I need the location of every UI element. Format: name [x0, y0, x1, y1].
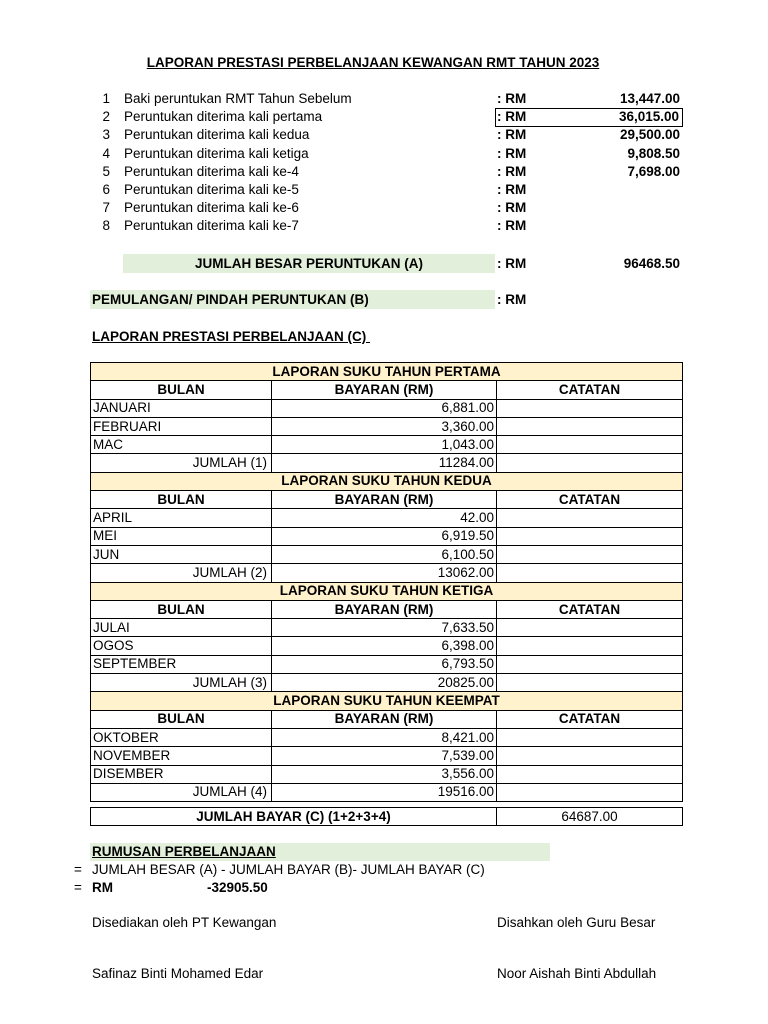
column-header-row [91, 710, 683, 728]
note-cell [497, 747, 683, 765]
quarter-total-amount: 11284.00 [272, 454, 497, 472]
total-allocation-label: JUMLAH BESAR PERUNTUKAN (A) [195, 256, 423, 271]
table-row [91, 509, 683, 527]
table-row [91, 765, 683, 783]
total-allocation-rm: : RM [497, 256, 527, 271]
allocation-rm: : RM [497, 91, 527, 106]
allocation-row [0, 218, 700, 236]
quarter-total-label: JUMLAH (2) [91, 564, 272, 582]
allocation-rm: : RM [497, 182, 527, 197]
column-header-payment: BAYARAN (RM) [272, 710, 497, 728]
column-header-note: CATATAN [497, 600, 683, 618]
column-header-month: BULAN [91, 381, 272, 399]
note-cell [497, 527, 683, 545]
note-cell [497, 509, 683, 527]
prepared-by-name: Safinaz Binti Mohamed Edar [92, 966, 264, 981]
table-row [91, 545, 683, 563]
column-header-row [91, 600, 683, 618]
note-cell [497, 399, 683, 417]
note-cell [497, 674, 683, 692]
summary-equals-2: = [74, 880, 82, 895]
month-cell: MEI [91, 527, 272, 545]
quarter-total-amount: 20825.00 [272, 674, 497, 692]
table-row [91, 527, 683, 545]
table-row [91, 436, 683, 454]
report-heading: LAPORAN PRESTASI PERBELANJAAN (C) [92, 329, 371, 344]
approved-by-name: Noor Aishah Binti Abdullah [497, 966, 657, 981]
note-cell [497, 637, 683, 655]
allocation-description: Peruntukan diterima kali ke-6 [124, 200, 299, 216]
note-cell [497, 728, 683, 746]
column-header-row [91, 381, 683, 399]
allocation-description: Peruntukan diterima kali ke-5 [124, 182, 299, 197]
month-cell: OKTOBER [91, 728, 272, 746]
note-cell [497, 783, 683, 801]
grand-total-label: JUMLAH BAYAR (C) (1+2+3+4) [91, 808, 497, 826]
quarter-total-amount: 13062.00 [272, 564, 497, 582]
table-row [91, 747, 683, 765]
column-header-month: BULAN [91, 600, 272, 618]
column-header-note: CATATAN [497, 381, 683, 399]
payment-cell: 7,633.50 [272, 619, 497, 637]
column-header-month: BULAN [91, 710, 272, 728]
month-cell: JUN [91, 545, 272, 563]
quarter-total-label: JUMLAH (4) [91, 783, 272, 801]
payment-cell: 42.00 [272, 509, 497, 527]
page-title: LAPORAN PRESTASI PERBELANJAAN KEWANGAN RMT TAHUN 2023 [146, 55, 600, 70]
allocation-description: Baki peruntukan RMT Tahun Sebelum [124, 91, 352, 106]
allocation-rm: : RM [497, 127, 527, 143]
summary-result: -32905.50 [207, 880, 268, 895]
quarter-total-row [91, 783, 683, 801]
payment-cell: 8,421.00 [272, 728, 497, 746]
month-cell: APRIL [91, 509, 272, 527]
table-row [91, 728, 683, 746]
column-header-note: CATATAN [497, 710, 683, 728]
allocation-number: 4 [102, 145, 110, 161]
quarter-total-row [91, 564, 683, 582]
payment-cell: 7,539.00 [272, 747, 497, 765]
allocation-row [0, 182, 700, 200]
quarter-title-row [91, 363, 683, 381]
table-row [91, 637, 683, 655]
note-cell [497, 564, 683, 582]
note-cell [497, 436, 683, 454]
column-header-row [91, 491, 683, 509]
allocation-row [0, 146, 700, 164]
allocation-number: 6 [102, 182, 110, 197]
month-cell: SEPTEMBER [91, 655, 272, 673]
allocation-rm: : RM [497, 145, 527, 161]
summary-rm: RM [92, 880, 113, 895]
allocation-description: Peruntukan diterima kali ketiga [124, 145, 309, 161]
approved-by-label: Disahkan oleh Guru Besar [497, 915, 656, 930]
allocation-rm: : RM [497, 200, 527, 216]
returns-label: PEMULANGAN/ PINDAH PERUNTUKAN (B) [92, 292, 369, 307]
quarter-title-row [91, 582, 683, 600]
allocation-row [0, 91, 700, 109]
month-cell: OGOS [91, 637, 272, 655]
table-row [91, 417, 683, 435]
grand-total-table [90, 807, 683, 826]
month-cell: NOVEMBER [91, 747, 272, 765]
quarter-total-label: JUMLAH (1) [91, 454, 272, 472]
quarter-title: LAPORAN SUKU TAHUN PERTAMA [91, 363, 683, 381]
allocation-number: 7 [102, 200, 110, 216]
table-row [91, 399, 683, 417]
allocation-amount: 13,447.00 [619, 91, 680, 106]
total-allocation-amount: 96468.50 [623, 256, 680, 271]
note-cell [497, 765, 683, 783]
column-header-note: CATATAN [497, 491, 683, 509]
summary-formula: JUMLAH BESAR (A) - JUMLAH BAYAR (B)- JUMLAH BAYAR (C) [92, 862, 485, 877]
month-cell: MAC [91, 436, 272, 454]
month-cell: JANUARI [91, 399, 272, 417]
month-cell: FEBRUARI [91, 417, 272, 435]
summary-heading: RUMUSAN PERBELANJAAN [92, 844, 276, 859]
quarter-total-amount: 19516.00 [272, 783, 497, 801]
payment-cell: 3,556.00 [272, 765, 497, 783]
payment-cell: 6,793.50 [272, 655, 497, 673]
column-header-payment: BAYARAN (RM) [272, 491, 497, 509]
table-row [91, 619, 683, 637]
note-cell [497, 454, 683, 472]
allocation-amount: 29,500.00 [619, 127, 680, 143]
allocation-number: 2 [102, 109, 110, 125]
allocation-amount: 36,015.00 [618, 109, 679, 125]
quarter-title-row [91, 692, 683, 710]
allocation-number: 5 [102, 163, 110, 179]
allocation-rm: : RM [497, 163, 527, 179]
quarter-title: LAPORAN SUKU TAHUN KETIGA [91, 582, 683, 600]
payment-cell: 3,360.00 [272, 417, 497, 435]
allocation-amount: 9,808.50 [627, 145, 680, 161]
payment-cell: 6,881.00 [272, 399, 497, 417]
quarter-total-row [91, 454, 683, 472]
allocation-rm: : RM [497, 109, 527, 125]
quarter-title: LAPORAN SUKU TAHUN KEDUA [91, 472, 683, 490]
highlight-box [495, 108, 683, 127]
allocation-description: Peruntukan diterima kali ke-7 [124, 218, 299, 234]
month-cell: DISEMBER [91, 765, 272, 783]
prepared-by-label: Disediakan oleh PT Kewangan [92, 915, 277, 930]
allocation-row [0, 127, 700, 145]
allocation-number: 8 [102, 218, 110, 234]
summary-equals-1: = [74, 862, 82, 877]
allocation-amount: 7,698.00 [627, 163, 680, 179]
allocation-description: Peruntukan diterima kali pertama [124, 109, 323, 125]
grand-total-amount: 64687.00 [497, 808, 683, 826]
quarter-title: LAPORAN SUKU TAHUN KEEMPAT [91, 692, 683, 710]
quarter-title-row [91, 472, 683, 490]
allocation-row [0, 164, 700, 182]
payment-cell: 1,043.00 [272, 436, 497, 454]
note-cell [497, 417, 683, 435]
quarterly-report-table [90, 362, 683, 802]
note-cell [497, 545, 683, 563]
allocation-number: 3 [102, 127, 110, 143]
column-header-month: BULAN [91, 491, 272, 509]
table-row [91, 655, 683, 673]
quarter-total-row [91, 674, 683, 692]
allocation-rm: : RM [497, 218, 527, 234]
allocation-description: Peruntukan diterima kali kedua [124, 127, 310, 143]
column-header-payment: BAYARAN (RM) [272, 600, 497, 618]
allocation-number: 1 [102, 91, 110, 106]
quarter-total-label: JUMLAH (3) [91, 674, 272, 692]
column-header-payment: BAYARAN (RM) [272, 381, 497, 399]
allocation-row [0, 200, 700, 218]
note-cell [497, 619, 683, 637]
grand-total-row [91, 808, 683, 826]
allocation-description: Peruntukan diterima kali ke-4 [124, 163, 299, 179]
month-cell: JULAI [91, 619, 272, 637]
payment-cell: 6,398.00 [272, 637, 497, 655]
payment-cell: 6,100.50 [272, 545, 497, 563]
note-cell [497, 655, 683, 673]
payment-cell: 6,919.50 [272, 527, 497, 545]
returns-rm: : RM [497, 292, 527, 307]
